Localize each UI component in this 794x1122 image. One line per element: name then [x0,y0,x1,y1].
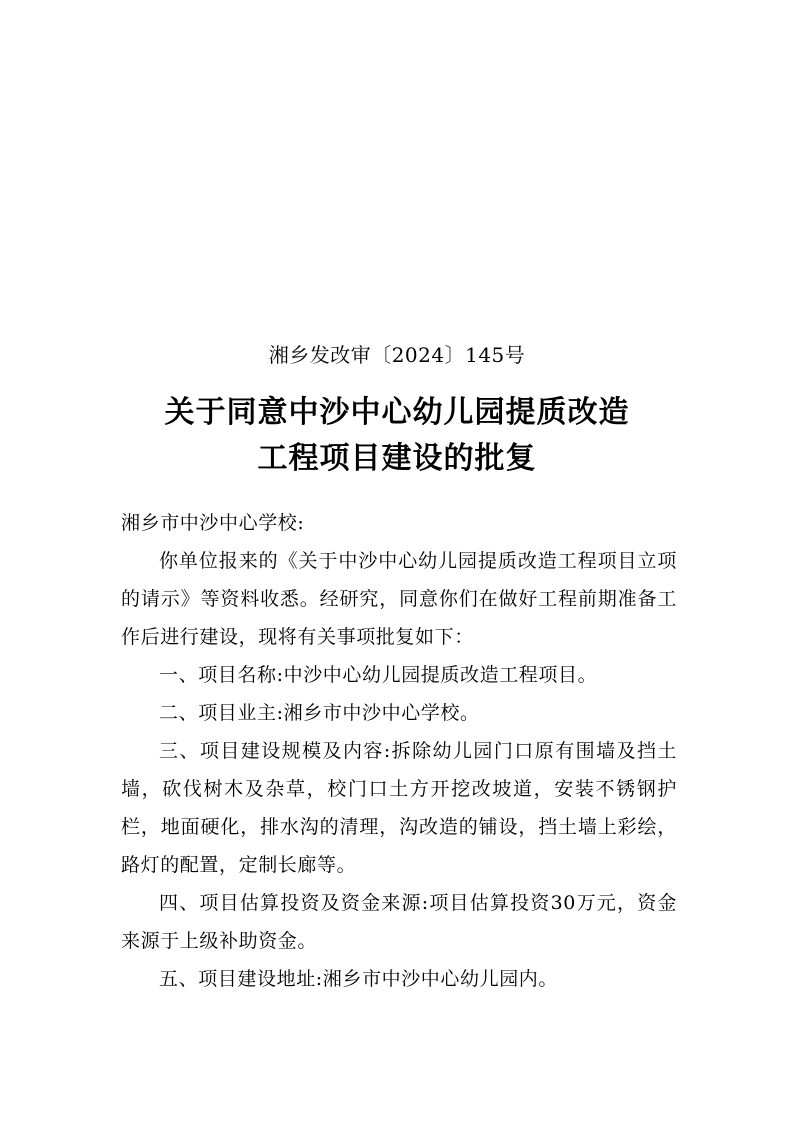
paragraph-intro: 你单位报来的《关于中沙中心幼儿园提质改造工程项目立项的请示》等资料收悉。经研究，同意你们在做好工程前期准备工作后进行建设，现将有关事项批复如下： [121,550,677,648]
document-number: 湘乡发改审〔2024〕145号 [268,343,526,367]
title-line-2: 工程项目建设的批复 [257,441,537,476]
paragraph-investment: 四、项目估算投资及资金来源:项目估算投资30万元，资金来源于上级补助资金。 [121,892,677,952]
paragraph-location: 五、项目建设地址:湘乡市中沙中心幼儿园内。 [159,968,559,990]
paragraph-project-owner: 二、项目业主:湘乡市中沙中心学校。 [159,702,480,724]
document-body [121,504,677,998]
salutation: 湘乡市中沙中心学校: [121,512,305,534]
title-line-1: 关于同意中沙中心幼儿园提质改造 [164,395,630,430]
paragraph-project-name: 一、项目名称:中沙中心幼儿园提质改造工程项目。 [159,664,598,686]
document-title [0,390,794,482]
paragraph-project-scope: 三、项目建设规模及内容:拆除幼儿园门口原有围墙及挡土墙，砍伐树木及杂草，校门口土方开挖改坡道，安装不锈钢护栏，地面硬化，排水沟的清理，沟改造的铺设，挡土墙上彩绘，路灯的配置，定制长廊等。 [121,740,677,876]
